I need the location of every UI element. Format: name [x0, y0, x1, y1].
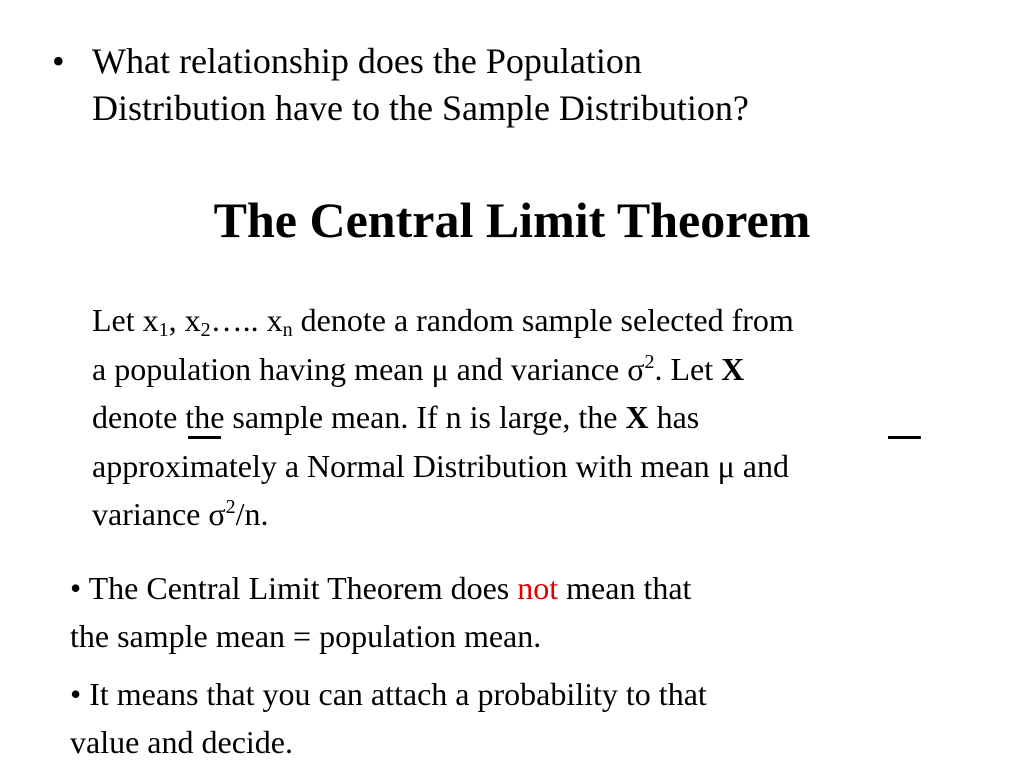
note-bullet-item	[70, 670, 930, 766]
slide-title: The Central Limit Theorem	[213, 192, 811, 248]
theorem-line-2: a population having mean μ and variance $\sigma^2$. Let X	[92, 350, 745, 387]
theorem-line-1: Let $x_1$, $x_2\dots$.. $x_n$ denote a random sample selected from	[92, 302, 794, 341]
theorem-statement	[92, 296, 992, 539]
note-line-2: value and decide.	[70, 724, 293, 760]
bullet-marker: •	[52, 41, 65, 81]
overbar-line	[888, 436, 921, 439]
question-line-1: What relationship does the Population	[92, 41, 642, 81]
theorem-line-5: variance $\sigma^2/n$.	[92, 496, 269, 532]
x-bar-symbol: X	[625, 399, 649, 435]
note-bullet-item	[70, 564, 930, 660]
highlight-not: not	[517, 570, 559, 606]
question-bullet-item	[52, 38, 972, 132]
note-text-post: mean that	[558, 570, 692, 606]
question-line-2: Distribution have to the Sample Distribution?	[92, 88, 749, 128]
note-line-2: the sample mean = population mean.	[70, 618, 542, 654]
overbar-line	[188, 436, 221, 439]
bullet-marker: •	[70, 676, 82, 712]
x-bar-symbol: X	[721, 350, 745, 387]
note-text-pre: The Central Limit Theorem does	[81, 570, 518, 606]
theorem-line-3: denote the sample mean. If n is large, the X has	[92, 399, 700, 435]
theorem-line-4: approximately a Normal Distribution with mean μ and	[92, 447, 789, 484]
note-line-1: It means that you can attach a probability to that	[81, 676, 707, 712]
bullet-marker: •	[70, 570, 82, 606]
question-text	[92, 38, 972, 132]
